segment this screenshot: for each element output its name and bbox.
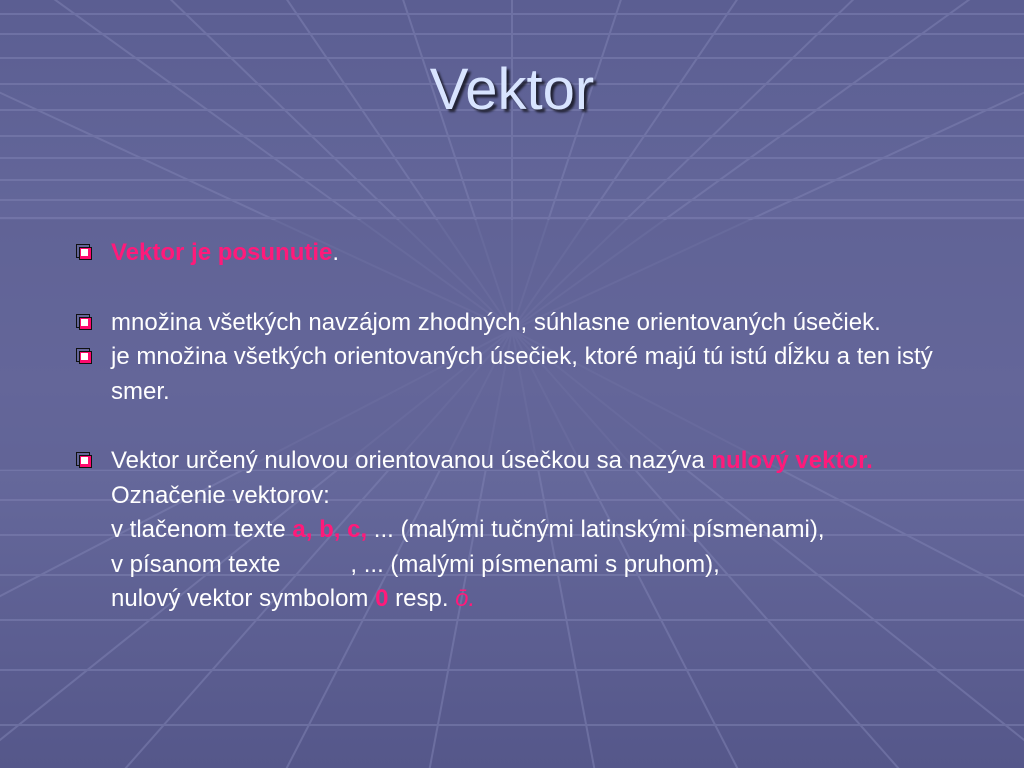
hand-pre: v písanom texte — [111, 550, 281, 578]
bullet-4-bold: nulový vektor. — [711, 447, 873, 474]
bullet-1-tail: . — [332, 239, 340, 266]
checkbox-bullet-icon — [76, 452, 93, 469]
bullet-2-text: množina všetkých navzájom zhodných, súhlasne orientovaných úsečiek. — [111, 308, 881, 336]
bullet-3-text: je množina všetkých orientovaných úsečiek, ktoré majú tú istú dĺžku a ten istý smer. — [111, 343, 933, 405]
bullet-4-lead: Vektor určený nulovou orientovanou úsečkou sa nazýva — [111, 447, 705, 474]
zero-bold: 0 — [375, 585, 389, 612]
hand-post: , ... (malými písmenami s pruhom), — [350, 550, 720, 578]
checkbox-bullet-icon — [76, 348, 93, 365]
print-post: ... (malými tučnými latinskými písmenami), — [373, 516, 825, 543]
slide-content — [76, 236, 976, 617]
bullet-item-1 — [76, 236, 976, 271]
notation-label: Označenie vektorov: — [111, 481, 330, 509]
bullet-item-3 — [76, 340, 976, 409]
print-bold: a, b, c, — [292, 516, 368, 543]
bullet-item-4 — [76, 444, 976, 617]
zero-mid: resp. — [395, 585, 449, 612]
bullet-1-bold: Vektor je posunutie — [111, 239, 333, 266]
checkbox-bullet-icon — [76, 314, 93, 331]
zero-symbol: ō. — [455, 585, 476, 612]
print-pre: v tlačenom texte — [111, 516, 286, 543]
checkbox-bullet-icon — [76, 244, 93, 261]
bullet-item-2 — [76, 306, 976, 341]
slide-title: Vektor — [429, 57, 595, 122]
zero-pre: nulový vektor symbolom — [111, 585, 369, 612]
